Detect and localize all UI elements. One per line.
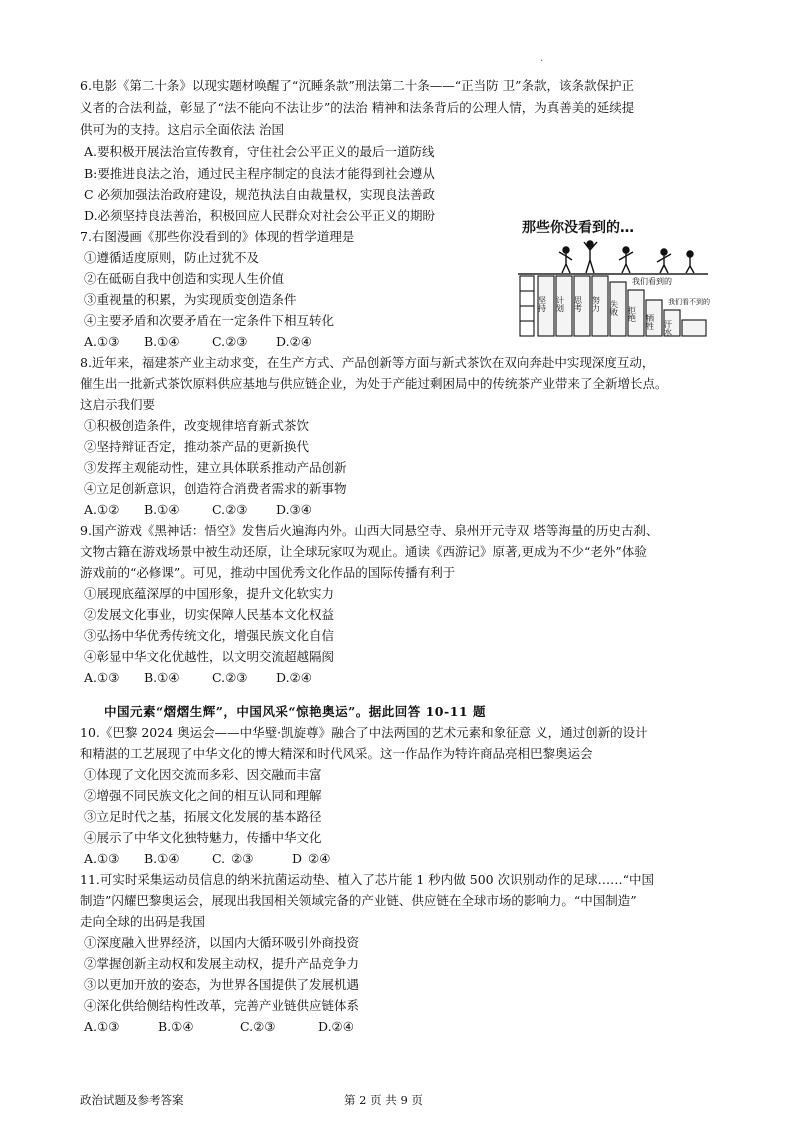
q10-stem-line-1: 10.《巴黎 2024 奥运会——中华璧·凯旋尊》融合了中法两国的艺术元素和象征意 义，通过创新的设计 bbox=[80, 725, 648, 740]
q11-answer-choices bbox=[84, 1017, 354, 1037]
q11-answer-b: B.①④ bbox=[158, 1019, 194, 1034]
q9-statement-2: ②发展文化事业，切实保障人民基本文化权益 bbox=[84, 607, 335, 622]
q6-option-b: B:要推进良法之治，通过民主程序制定的良法才能得到社会遵从 bbox=[84, 166, 435, 181]
q10-answer-choices bbox=[84, 849, 330, 869]
q9-answer-d: D.②④ bbox=[276, 670, 312, 685]
q11-stem-line-2: 制造”闪耀巴黎奥运会，展现出我国相关领域完备的产业链、供应链在全球市场的影响力。“中国制造” bbox=[80, 893, 637, 908]
q11-answer-d: D.②④ bbox=[318, 1019, 354, 1034]
q8-answer-c: C.②③ bbox=[212, 502, 248, 517]
q8-stem-line-2: 催生出一批新式茶饮原料供应基地与供应链企业，为处于产能过剩困局中的传统茶产业带来了全新增长点。 bbox=[80, 376, 668, 391]
q6-option-a: A.要积极开展法治宣传教育，守住社会公平正义的最后一道防线 bbox=[84, 144, 435, 159]
q7-answer-a: A.①③ bbox=[84, 334, 120, 349]
q7-statement-4: ④主要矛盾和次要矛盾在一定条件下相互转化 bbox=[84, 313, 335, 328]
q10-statement-4: ④展示了中华文化独特魅力，传播中华文化 bbox=[84, 830, 322, 845]
q9-statement-4: ④彰显中华文化优越性，以文明交流超越隔阂 bbox=[84, 649, 335, 664]
q11-stem-line-1: 11.可实时采集运动员信息的纳米抗菌运动垫、植入了芯片能 1 秒内做 500 次识别动作的足球……“中国 bbox=[80, 872, 654, 887]
q8-answer-a: A.①② bbox=[84, 502, 120, 517]
q7-answer-d: D.②④ bbox=[276, 334, 312, 349]
q8-stem-line-3: 这启示我们要 bbox=[80, 397, 156, 412]
cartoon-step-4: 努力 bbox=[591, 296, 601, 312]
q11-statement-2: ②掌握创新主动权和发展主动权，提升产品竞争力 bbox=[84, 956, 360, 971]
q8-answer-d: D.③④ bbox=[276, 502, 312, 517]
q7-answer-b: B.①④ bbox=[144, 334, 180, 349]
q9-answer-b: B.①④ bbox=[144, 670, 180, 685]
footer-page-number: 第 2 页 共 9 页 bbox=[344, 1093, 423, 1107]
q7-answer-c: C.②③ bbox=[212, 334, 248, 349]
q9-statement-3: ③弘扬中华优秀传统文化，增强民族文化自信 bbox=[84, 628, 335, 643]
q9-stem-line-2: 文物古籍在游戏场景中被生动还原，让全球玩家叹为观止。通读《西游记》原著,更成为不少“老外”体验 bbox=[80, 544, 647, 559]
cartoon-step-5: 失败 bbox=[609, 300, 619, 316]
q11-statement-3: ③以更加开放的姿态，为世界各国提供了发展机遇 bbox=[84, 977, 360, 992]
q8-statement-4: ④立足创新意识，创造符合消费者需求的新事物 bbox=[84, 481, 347, 496]
q8-answer-b: B.①④ bbox=[144, 502, 180, 517]
q10-statement-2: ②增强不同民族文化之间的相互认同和理解 bbox=[84, 788, 322, 803]
q6-option-c: C 必须加强法治政府建设，规范执法自由裁量权，实现良法善政 bbox=[84, 187, 436, 202]
cartoon-step-8: 汗水 bbox=[663, 320, 673, 336]
q9-answer-a: A.①③ bbox=[84, 670, 120, 685]
q10-statement-3: ③立足时代之基，拓展文化发展的基本路径 bbox=[84, 809, 322, 824]
cartoon-step-6: 拒绝 bbox=[627, 306, 637, 322]
q11-statement-1: ①深度融入世界经济，以国内大循环吸引外商投资 bbox=[84, 935, 360, 950]
q10-answer-d: D ②④ bbox=[292, 851, 331, 866]
q10-answer-b: B.①④ bbox=[144, 851, 180, 866]
q7-answer-choices bbox=[84, 332, 312, 352]
q7-statement-2: ②在砥砺自我中创造和实现人生价值 bbox=[84, 271, 285, 286]
q10-answer-c: C. ②③ bbox=[212, 851, 254, 866]
q11-answer-c: C.②③ bbox=[240, 1019, 276, 1034]
q6-stem-line-3: 供可为的支持。这启示全面依法 治国 bbox=[80, 122, 284, 137]
q6-stem-line-1: 6.电影《第二十条》以现实题材唤醒了“沉睡条款”刑法第二十条——“正当防 卫”条款，该条款保护正 bbox=[80, 78, 634, 93]
q11-answer-a: A.①③ bbox=[84, 1019, 120, 1034]
q10-answer-a: A.①③ bbox=[84, 851, 120, 866]
cartoon-step-3: 思考 bbox=[573, 296, 583, 312]
q6-option-d: D.必须坚持良法善治，积极回应人民群众对社会公平正义的期盼 bbox=[84, 208, 436, 223]
q8-statement-1: ①积极创造条件，改变规律培育新式茶饮 bbox=[84, 418, 310, 433]
cartoon-illustration bbox=[514, 216, 712, 340]
q10-statement-1: ①体现了文化因交流而多彩、因交融而丰富 bbox=[84, 767, 322, 782]
q9-answer-choices bbox=[84, 668, 312, 688]
cartoon-step-1: 坚持 bbox=[537, 296, 547, 312]
q9-answer-c: C.②③ bbox=[212, 670, 248, 685]
q8-statement-3: ③发挥主观能动性，建立具体联系推动产品创新 bbox=[84, 460, 347, 475]
q7-statement-1: ①遵循适度原则，防止过犹不及 bbox=[84, 250, 260, 265]
cartoon-title: 那些你没看到的… bbox=[522, 220, 634, 236]
q7-stem: 7.右图漫画《那些你没看到的》体现的哲学道理是 bbox=[80, 229, 355, 244]
footer-title: 政治试题及参考答案 bbox=[80, 1093, 184, 1107]
q11-stem-line-3: 走向全球的出码是我国 bbox=[80, 914, 206, 929]
q9-statement-1: ①展现底蕴深厚的中国形象，提升文化软实力 bbox=[84, 586, 335, 601]
cartoon-step-7: 牺牲 bbox=[645, 314, 655, 330]
q9-stem-line-1: 9.国产游戏《黑神话：悟空》发售后火遍海内外。山西大同悬空寺、泉州开元寺双 塔等海量的历史古刹、 bbox=[80, 523, 659, 538]
q7-statement-3: ③重视量的积累，为实现质变创造条件 bbox=[84, 292, 297, 307]
q11-statement-4: ④深化供给侧结构性改革，完善产业链供应链体系 bbox=[84, 998, 360, 1013]
section-heading: 中国元素“熠熠生辉”，中国风采“惊艳奥运”。据此回答 10-11 题 bbox=[104, 704, 486, 719]
q8-statement-2: ②坚持辩证否定，推动茶产品的更新换代 bbox=[84, 439, 310, 454]
q6-stem-line-2: 义者的合法利益，彰显了“法不能向不法让步”的法治 精神和法条背后的公理人情，为真善美的延续提 bbox=[80, 100, 635, 115]
q8-stem-line-1: 8.近年来，福建茶产业主动求变，在生产方式、产品创新等方面与新式茶饮在双向奔赴中实现深度互动， bbox=[80, 355, 655, 370]
scan-mark: · bbox=[540, 56, 544, 67]
cartoon-label-seen: 我们看到的 bbox=[632, 277, 672, 286]
q9-stem-line-3: 游戏前的“必修课”。可见，推动中国优秀文化作品的国际传播有利于 bbox=[80, 565, 456, 580]
q8-answer-choices bbox=[84, 500, 312, 520]
cartoon-step-2: 计划 bbox=[555, 296, 565, 312]
q10-stem-line-2: 和精湛的工艺展现了中华文化的博大精深和时代风采。这一作品作为特许商品亮相巴黎奥运会 bbox=[80, 746, 593, 761]
cartoon-label-unseen: 我们看不到的 bbox=[668, 298, 710, 306]
